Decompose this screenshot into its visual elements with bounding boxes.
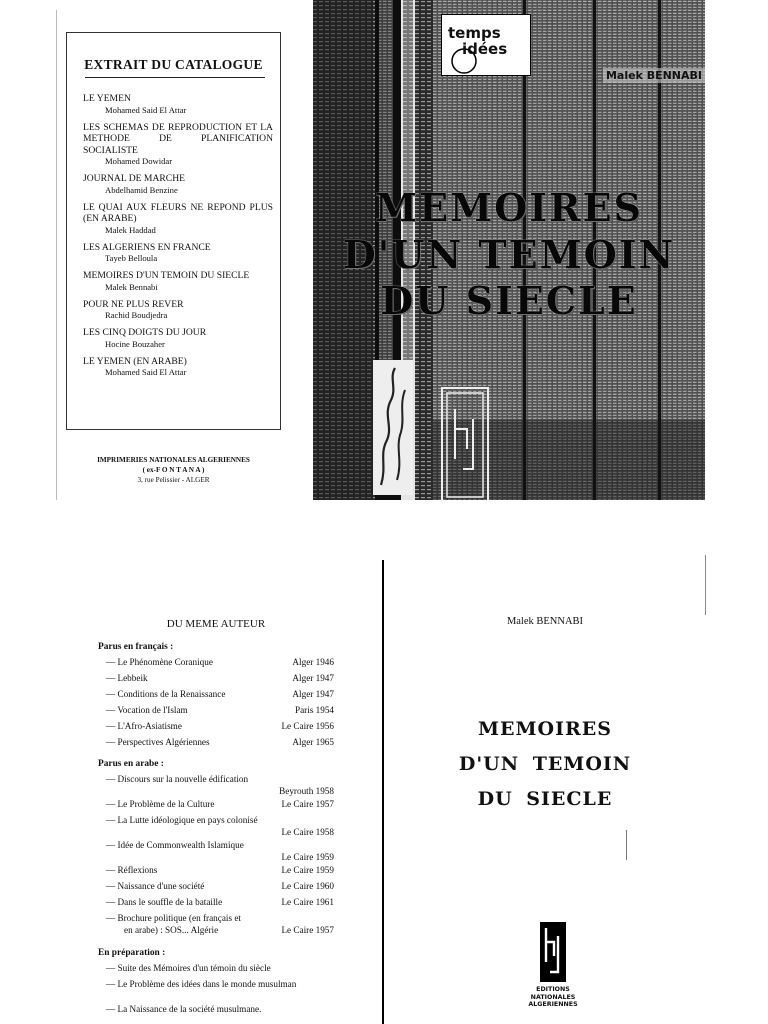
entry-place-year: Le Caire 1957 bbox=[281, 924, 334, 935]
catalogue-item bbox=[83, 122, 273, 168]
series-logo bbox=[441, 14, 531, 76]
catalogue-list bbox=[83, 93, 273, 384]
catalogue-item bbox=[83, 270, 273, 293]
handwritten-ink bbox=[373, 360, 413, 495]
bibliography-entry bbox=[106, 815, 334, 837]
catalogue-item bbox=[83, 356, 273, 379]
cover-title-line-1: MEMOIRES bbox=[375, 185, 643, 230]
entry-title: — Discours sur la nouvelle édification bbox=[106, 774, 249, 784]
entry-place-year: Le Caire 1961 bbox=[281, 897, 334, 907]
bibliography-entry bbox=[106, 721, 334, 733]
cover-publisher-logo bbox=[441, 387, 489, 500]
entry-place-year: Le Caire 1959 bbox=[281, 851, 334, 862]
catalogue-item-title: MEMOIRES D'UN TEMOIN DU SIECLE bbox=[83, 270, 250, 281]
bibliography-entry bbox=[106, 689, 334, 701]
entry-place-year: Le Caire 1956 bbox=[281, 721, 334, 731]
printer-info bbox=[66, 455, 281, 485]
publisher-logo bbox=[540, 922, 566, 982]
bibliography-entry bbox=[106, 737, 334, 749]
series-name-line-1: temps bbox=[448, 24, 501, 42]
entry-place-year: Alger 1947 bbox=[292, 673, 334, 683]
bibliography-entry bbox=[106, 865, 334, 877]
title-page-line-3: DU SIECLE bbox=[477, 788, 613, 810]
publisher-line-1: EDITIONS bbox=[536, 986, 570, 993]
catalogue-item-author: Tayeb Belloula bbox=[105, 253, 158, 263]
catalogue-item-author: Mohamed Dowidar bbox=[105, 156, 173, 166]
bibliography-entry bbox=[106, 897, 334, 909]
title-page-author: Malek BENNABI bbox=[506, 616, 584, 627]
catalogue-item-title: LES ALGERIENS EN FRANCE bbox=[83, 241, 211, 253]
entry-place-year: Le Caire 1960 bbox=[281, 881, 334, 891]
page-edge-mark bbox=[705, 555, 706, 615]
entry-title: — La Lutte idéologique en pays colonisé bbox=[106, 815, 258, 825]
publisher-line-2: NATIONALES bbox=[530, 993, 576, 1001]
entry-title: — Lebbeik bbox=[106, 673, 148, 683]
printer-line-3: 3, rue Pelissier - ALGER bbox=[137, 476, 210, 484]
catalogue-item bbox=[83, 327, 273, 350]
catalogue-item-title: LES CINQ DOIGTS DU JOUR bbox=[83, 327, 207, 338]
entry-place-year: Alger 1946 bbox=[292, 657, 334, 667]
publisher-logo-mark bbox=[540, 922, 566, 982]
entry-title: — Conditions de la Renaissance bbox=[106, 689, 226, 699]
catalogue-item-author: Rachid Boudjedra bbox=[105, 310, 168, 320]
entry-place-year: Alger 1947 bbox=[292, 689, 334, 699]
catalogue-item-author: Malek Haddad bbox=[105, 224, 156, 235]
entry-title: — Réflexions bbox=[106, 865, 158, 875]
catalogue-item-author: Hocine Bouzaher bbox=[105, 338, 165, 349]
entry-place-year: Le Caire 1957 bbox=[281, 799, 334, 809]
catalogue-item-author: Mohamed Said El Attar bbox=[105, 104, 187, 115]
preparation-entry: — Le Problème des idées dans le monde musulman bbox=[106, 979, 297, 989]
entry-title: — Le Problème de la Culture bbox=[106, 799, 215, 809]
printer-line-2: ( ex-F O N T A N A ) bbox=[142, 466, 205, 474]
catalogue-item-title: JOURNAL DE MARCHE bbox=[83, 173, 185, 184]
entry-place-year: Le Caire 1958 bbox=[281, 826, 334, 837]
cover-author: Malek BENNABI bbox=[603, 68, 705, 83]
section-arabe-heading: Parus en arabe : bbox=[98, 759, 164, 769]
entry-title: — Dans le souffle de la bataille bbox=[106, 897, 223, 907]
entry-title: — Brochure politique (en français et bbox=[106, 913, 241, 923]
cover-title-line-2: D'UN TEMOIN bbox=[342, 232, 676, 277]
entry-title-continued: en arabe) : SOS... Algérie bbox=[124, 924, 219, 935]
catalogue-item-title: LE YEMEN bbox=[83, 93, 131, 104]
entry-title: — L'Afro-Asiatisme bbox=[106, 721, 182, 731]
catalogue-item-author: Malek Bennabi bbox=[105, 281, 158, 292]
catalogue-item-title: LES SCHEMAS DE REPRODUCTION ET LA METHODE DE PLANIFICATION SOCIALISTE bbox=[83, 121, 273, 156]
catalogue-box bbox=[66, 32, 281, 430]
entry-title: — Le Phénomène Coranique bbox=[106, 657, 213, 667]
catalogue-title: EXTRAIT DU CATALOGUE bbox=[84, 57, 263, 72]
section-francais-heading: Parus en français : bbox=[98, 642, 174, 652]
bibliography-entry bbox=[106, 673, 334, 685]
ink-mark bbox=[626, 830, 627, 860]
preparation-entry: — La Naissance de la société musulmane. bbox=[106, 1004, 262, 1014]
catalogue-item-author: Mohamed Said El Attar bbox=[105, 367, 187, 377]
entry-title: — Idée de Commonwealth Islamique bbox=[106, 840, 244, 850]
entry-place-year: Le Caire 1959 bbox=[281, 865, 334, 875]
catalogue-title-rule bbox=[85, 77, 265, 78]
section-preparation-heading: En préparation : bbox=[98, 948, 166, 958]
series-name-line-2: idées bbox=[462, 40, 508, 58]
bibliography-heading: DU MEME AUTEUR bbox=[166, 618, 266, 630]
entry-title: — Naissance d'une société bbox=[106, 881, 205, 891]
cover-logo-mark bbox=[443, 389, 487, 500]
entry-title: — Perspectives Algériennes bbox=[106, 737, 210, 747]
page-edge-left bbox=[56, 10, 57, 500]
catalogue-item-title: LE YEMEN (EN ARABE) bbox=[83, 355, 187, 367]
catalogue-item-title: POUR NE PLUS REVER bbox=[83, 298, 184, 310]
bibliography-entry bbox=[106, 774, 334, 796]
catalogue-item-title: LE QUAI AUX FLEURS NE REPOND PLUS (EN ARABE) bbox=[83, 201, 273, 224]
entry-title: — Vocation de l'Islam bbox=[106, 705, 188, 715]
cover-title-line-3: DU SIECLE bbox=[380, 278, 638, 323]
publisher-name bbox=[500, 986, 606, 1009]
title-page-line-2: D'UN TEMOIN bbox=[458, 753, 632, 775]
bibliography-entry bbox=[106, 705, 334, 717]
catalogue-item-author: Abdelhamid Benzine bbox=[105, 184, 178, 195]
bibliography-entry bbox=[106, 799, 334, 811]
printer-line-1: IMPRIMERIES NATIONALES ALGERIENNES bbox=[97, 456, 250, 464]
publisher-line-3: ALGERIENNES bbox=[528, 1001, 578, 1009]
catalogue-item bbox=[83, 299, 273, 322]
bibliography-entry bbox=[106, 840, 334, 862]
catalogue-item bbox=[83, 93, 273, 116]
handwritten-label bbox=[373, 360, 413, 495]
catalogue-item bbox=[83, 242, 273, 265]
catalogue-item bbox=[83, 173, 273, 196]
bibliography-entry bbox=[106, 913, 334, 936]
entry-place-year: Paris 1954 bbox=[294, 705, 334, 715]
title-page-line-1: MEMOIRES bbox=[478, 718, 612, 740]
bibliography-entry bbox=[106, 657, 334, 669]
bibliography-entry bbox=[106, 881, 334, 893]
entry-place-year: Alger 1965 bbox=[292, 737, 334, 747]
preparation-entry: — Suite des Mémoires d'un témoin du siècle bbox=[106, 963, 271, 973]
entry-place-year: Beyrouth 1958 bbox=[279, 785, 334, 796]
catalogue-item bbox=[83, 202, 273, 236]
cover-image bbox=[313, 0, 705, 500]
